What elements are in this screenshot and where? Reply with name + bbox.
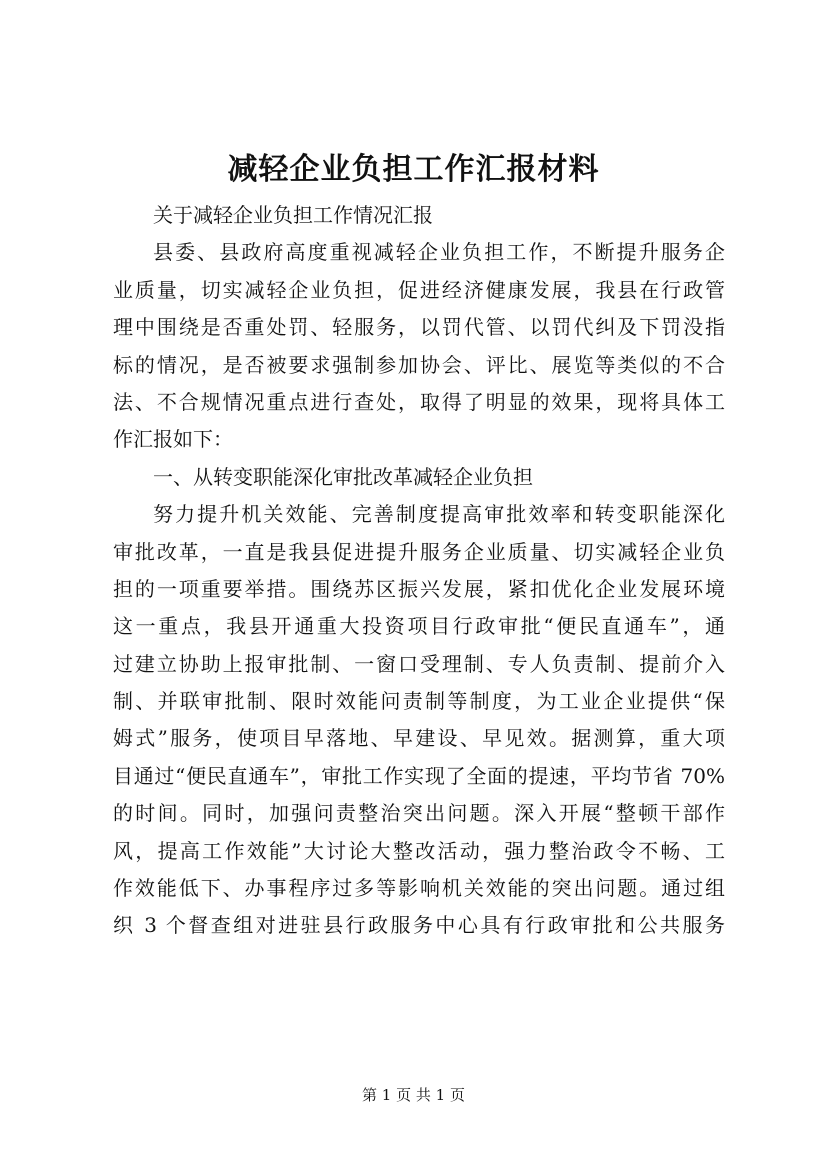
- body-line: 努力提升机关效能、完善制度提高审批效率和转变职能深化: [153, 502, 725, 527]
- document-body: [113, 197, 725, 945]
- body-line: 的时间。同时，加强问责整治突出问题。深入开展“整顿干部作: [113, 801, 725, 826]
- body-line: 业质量，切实减轻企业负担，促进经济健康发展，我县在行政管: [113, 277, 725, 302]
- body-line: 目通过“便民直通车”，审批工作实现了全面的提速，平均节省 70%: [113, 763, 725, 788]
- body-line: 作效能低下、办事程序过多等影响机关效能的突出问题。通过组: [113, 876, 725, 901]
- body-line: 理中围绕是否重处罚、轻服务，以罚代管、以罚代纠及下罚没指: [113, 315, 725, 340]
- body-line: 过建立协助上报审批制、一窗口受理制、专人负责制、提前介入: [113, 651, 725, 676]
- body-line: 县委、县政府高度重视减轻企业负担工作，不断提升服务企: [153, 240, 725, 265]
- body-line: 法、不合规情况重点进行查处，取得了明显的效果，现将具体工: [113, 389, 725, 414]
- body-line: 标的情况，是否被要求强制参加协会、评比、展览等类似的不合: [113, 352, 725, 377]
- body-line: 担的一项重要举措。围绕苏区振兴发展，紧扣优化企业发展环境: [113, 576, 725, 601]
- body-line: 作汇报如下：: [113, 427, 233, 452]
- body-line: 关于减轻企业负担工作情况汇报: [153, 203, 433, 227]
- page-number-footer: 第 1 页 共 1 页: [362, 1086, 465, 1104]
- body-line: 审批改革，一直是我县促进提升服务企业质量、切实减轻企业负: [113, 539, 725, 564]
- document-title: 减轻企业负担工作汇报材料: [227, 152, 600, 187]
- body-line: 这一重点，我县开通重大投资项目行政审批“便民直通车”，通: [113, 614, 725, 639]
- body-line: 织 3 个督查组对进驻县行政服务中心具有行政审批和公共服务: [113, 913, 725, 938]
- body-line: 风，提高工作效能”大讨论大整改活动，强力整治政令不畅、工: [113, 838, 725, 863]
- section-heading: 一、从转变职能深化审批改革减轻企业负担: [153, 464, 533, 489]
- body-line: 姆式”服务，使项目早落地、早建设、早见效。据测算，重大项: [113, 726, 725, 751]
- body-line: 制、并联审批制、限时效能问责制等制度，为工业企业提供“保: [113, 689, 725, 714]
